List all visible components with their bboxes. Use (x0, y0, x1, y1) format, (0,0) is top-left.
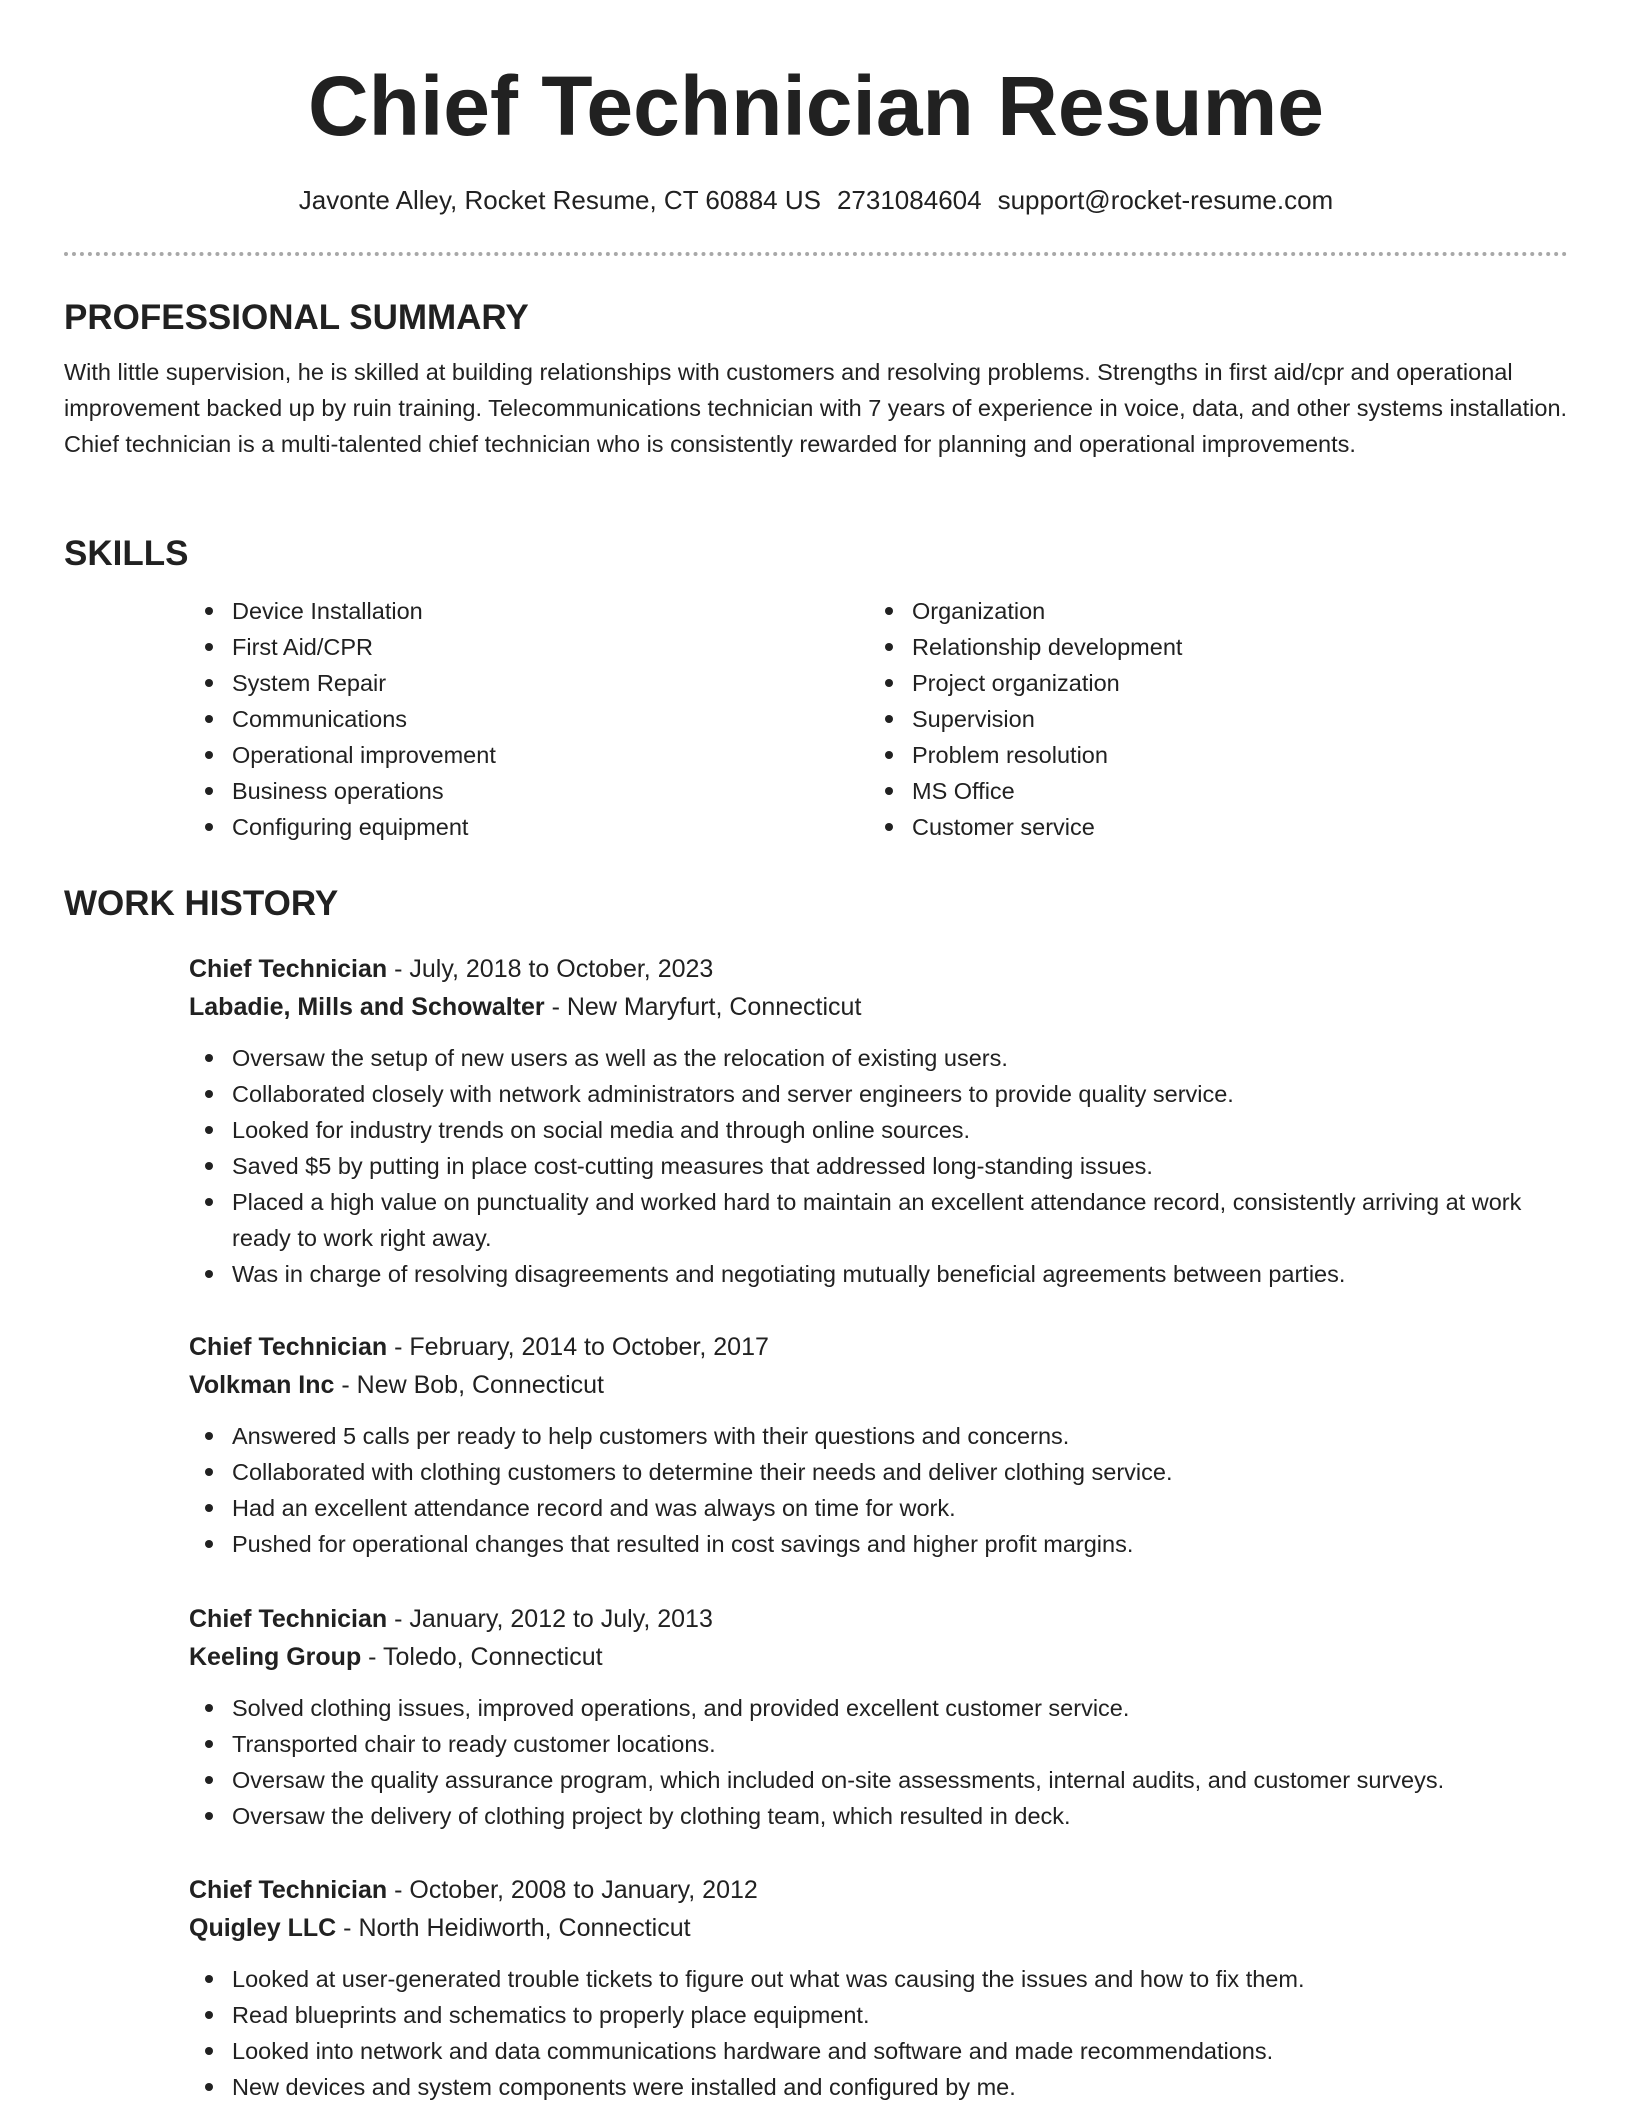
duty-item: Oversaw the setup of new users as well as the relocation of existing users. (189, 1040, 1568, 1076)
job-company-line (189, 988, 1568, 1026)
skill-item: Device Installation (189, 593, 869, 629)
job-company: Labadie, Mills and Schowalter (189, 993, 545, 1021)
job-company-line (189, 1366, 1568, 1404)
skill-item: MS Office (869, 773, 1549, 809)
summary-section (64, 296, 1568, 462)
contact-email: support@rocket-resume.com (997, 185, 1334, 215)
duty-item: Collaborated closely with network administrators and server engineers to provide quality service. (189, 1076, 1568, 1112)
work-history-heading: WORK HISTORY (64, 884, 339, 923)
skill-item: Project organization (869, 665, 1549, 701)
skill-item: Communications (189, 701, 869, 737)
header-divider (64, 252, 1568, 256)
duty-item: Had an excellent attendance record and was always on time for work. (189, 1490, 1568, 1526)
job-title-line (189, 950, 1568, 988)
duty-item: Read blueprints and schematics to properly place equipment. (189, 1997, 1568, 2033)
skill-item: Supervision (869, 701, 1549, 737)
job-dates: - October, 2008 to January, 2012 (387, 1876, 758, 1904)
duty-item: Oversaw the quality assurance program, which included on-site assessments, internal audits, and customer surveys. (189, 1762, 1568, 1798)
job-title-line (189, 1600, 1568, 1638)
skill-item: System Repair (189, 665, 869, 701)
job-duties (64, 1690, 1568, 1834)
duty-item: Looked into network and data communications hardware and software and made recommendations. (189, 2033, 1568, 2069)
contact-address: Javonte Alley, Rocket Resume, CT 60884 US (298, 185, 821, 215)
job-title-line (189, 1871, 1568, 1909)
job-title: Chief Technician (189, 1605, 388, 1633)
skill-item: First Aid/CPR (189, 629, 869, 665)
resume-page (64, 0, 1568, 2100)
job-title: Chief Technician (189, 1333, 388, 1361)
summary-heading: PROFESSIONAL SUMMARY (64, 298, 529, 337)
duty-item: New devices and system components were installed and configured by me. (189, 2069, 1568, 2105)
job-entry (64, 1600, 1568, 1834)
job-duties (64, 1961, 1568, 2105)
job-entry (64, 1328, 1568, 1562)
job-location: - Toledo, Connecticut (361, 1643, 603, 1671)
skill-item: Customer service (869, 809, 1549, 845)
job-entry (64, 1871, 1568, 2105)
work-history-section (64, 882, 1568, 926)
job-title: Chief Technician (189, 955, 388, 983)
job-entry (64, 950, 1568, 1292)
resume-title: Chief Technician Resume (307, 59, 1325, 153)
skills-grid (189, 593, 1568, 845)
duty-item: Answered 5 calls per ready to help customers with their questions and concerns. (189, 1418, 1568, 1454)
job-company-line (189, 1638, 1568, 1676)
duty-item: Placed a high value on punctuality and worked hard to maintain an excellent attendance record, consistently arriving at work ready to work right away. (189, 1184, 1568, 1256)
duty-item: Transported chair to ready customer locations. (189, 1726, 1568, 1762)
duty-item: Was in charge of resolving disagreements and negotiating mutually beneficial agreements between parties. (189, 1256, 1568, 1292)
skill-item: Operational improvement (189, 737, 869, 773)
job-location: - New Maryfurt, Connecticut (544, 993, 862, 1021)
job-title-line (189, 1328, 1568, 1366)
skill-item: Business operations (189, 773, 869, 809)
skill-item: Configuring equipment (189, 809, 869, 845)
skill-item: Problem resolution (869, 737, 1549, 773)
job-title: Chief Technician (189, 1876, 388, 1904)
duty-item: Solved clothing issues, improved operations, and provided excellent customer service. (189, 1690, 1568, 1726)
skill-item: Relationship development (869, 629, 1549, 665)
skills-section (64, 532, 1568, 845)
job-duties (64, 1040, 1568, 1292)
skill-item: Organization (869, 593, 1549, 629)
duty-item: Saved $5 by putting in place cost-cutting measures that addressed long-standing issues. (189, 1148, 1568, 1184)
contact-phone: 2731084604 (836, 185, 982, 215)
job-company-line (189, 1909, 1568, 1947)
job-dates: - January, 2012 to July, 2013 (387, 1605, 713, 1633)
skills-heading: SKILLS (64, 534, 189, 573)
skills-column-right (869, 593, 1549, 845)
duty-item: Oversaw the delivery of clothing project by clothing team, which resulted in deck. (189, 1798, 1568, 1834)
job-company: Keeling Group (189, 1643, 362, 1671)
duty-item: Looked at user-generated trouble tickets to figure out what was causing the issues and how to fix them. (189, 1961, 1568, 1997)
job-dates: - July, 2018 to October, 2023 (387, 955, 714, 983)
summary-text: With little supervision, he is skilled at building relationships with customers and resolving problems. Strengths in first aid/cpr and operational improvement backed up by ruin training. Telecommunications technician with 7 years of experience in voice, data, and other systems installation. Chief technician is a multi-talented chief technician who is consistently rewarded for planning and operational improvements. (64, 359, 1568, 457)
job-location: - New Bob, Connecticut (334, 1371, 604, 1399)
job-location: - North Heidiworth, Connecticut (336, 1914, 691, 1942)
contact-line (64, 182, 1568, 218)
job-dates: - February, 2014 to October, 2017 (387, 1333, 769, 1361)
duty-item: Looked for industry trends on social media and through online sources. (189, 1112, 1568, 1148)
skills-column-left (189, 593, 869, 845)
job-duties (64, 1418, 1568, 1562)
job-company: Quigley LLC (189, 1914, 337, 1942)
job-company: Volkman Inc (189, 1371, 335, 1399)
duty-item: Pushed for operational changes that resulted in cost savings and higher profit margins. (189, 1526, 1568, 1562)
duty-item: Collaborated with clothing customers to determine their needs and deliver clothing service. (189, 1454, 1568, 1490)
